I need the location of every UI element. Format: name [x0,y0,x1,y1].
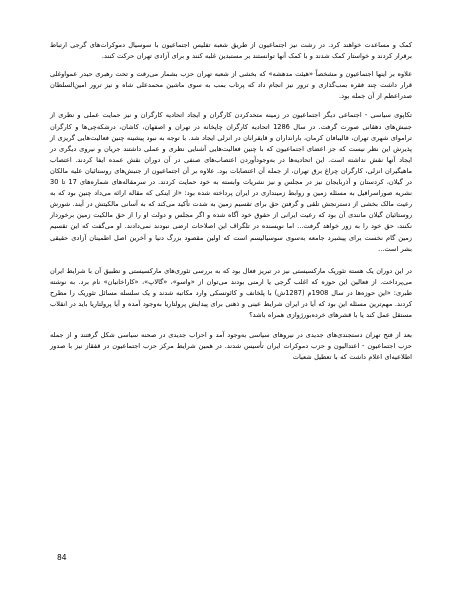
paragraph-3: تکاپوی سیاسی - اجتماعی دیگر اجتماعیون در زمینه متحدکردن کارگران و ایجاد اتحادیه کارگران و نیز حمایت عملی و نظری از جنبش‌های دهقانی صورت گرفت. در سال 1286 اتحادیه کارگران چاپخانه در تهران و اصفهان، کاشان، درشکه‌چی‌ها و کارگران تراموای شهری تهران، قالیبافان کرمان، بارانداران و قایقرانان در انزلی ایجاد شد. با توجه به نبود پیشینه چنین فعالیت‌هایی گریزی از پذیرش این نظر نیست که جز اعضای اجتماعیون که با چنین فعالیت‌هایی آشنایی نظری و عملی داشتند جریان و نیروی دیگری در ایجاد آنها نقش نداشته است. این اتحادیه‌ها در به‌وجودآوردن اعتصاب‌های صنفی در آن دوران نقش عمده ایفا کردند. اعتصاب ماهیگیران انزلی، کارگران چراغ برق تهران، از جمله آن اعتصابات بود. علاوه بر آن اجتماعیون از جنبش‌های روستائیان علیه مالکان در گیلان، کردستان و آذربایجان نیز در مجلس و نیز نشریات وابسته به خود حمایت کردند. در سرمقاله‌های شماره‌های 17 تا 30 نشریه صوراسرافیل به مسئله زمین و روابط زمینداری در ایران پرداخته شده بود: «از اینکی که مقاله ارائه می‌داد چنین بود که به رعیت مالک بخشی از دسترنجش تلقی و گرفتن حق برای تقسیم زمین به شدت تأکید می‌کند که به آسانی مالکیتش در آیند. شورش روستائیان گیلان مانندی آن بود که رعیت ایرانی از حقوق خود آگاه شده و اگر مجلس و دولت او را از حق مالکیت زمین برخوردار نکنند، حق خود را به زور خواهد گرفت... اما نویسنده در تلگراف این اصلاحات ارضی نبودند نمی‌دادند. او می‌گفت که این تقسیم زمین گام نخست برای پیشبرد جامعه به‌سوی سوسیالیسم است که اولین مقصود بزرگ دنیا و آخرین اصل اطمینان آزادی حقیقی بشر است... [50,111,412,253]
paragraph-5: بعد از فتح تهران دستجندی‌های جدیدی در نیروهای سیاسی به‌وجود آمد و احزاب جدیدی در صحنه سیاسی شکل گرفتند و از جمله حزب اجتماعیون - اعتدالیون و حزب دموکرات ایران تأسیس شدند. در همین شرایط مرکز حزب اجتماعیون در قفقاز نیز با صدور اطلاعیه‌ای اعلام داشت که با تعطیل شعبات [50,331,412,362]
page-number: 84 [57,553,67,562]
document-page [50,40,412,363]
paragraph-4: در این دوران یک هسته تئوریک مارکسیستی نیز در تبریز فعال بود که به بررسی تئوری‌های مارکسیستی و تطبیق آن با شرایط ایران می‌پرداخت. از فعالین این حوزه که اغلب گرجی یا ارمنی بودند می‌توان از «واسو»، «گالاپ»، «کاراخانیان» نام برد. به نوشته طبری: «این حوزه‌ها در سال 1908م (1287ش) با پلخانف و کائوتسکی وارد مکاتبه شدند و یک سلسله مسائل تئوریک را مطرح کردند. مهم‌ترین مسئله این بود که آیا در ایران شرایط عینی و ذهنی برای پیدایش پرولتاریا به‌وجود آمده و آیا پرولتاریا باید در انقلاب مستقل عمل کند یا با قشرهای خرده‌بورژوازی همراه باشد؟ [50,266,412,320]
paragraph-2: علاوه بر اینها اجتماعیون و مشخصاً «هیئت مدهشه» که بخشی از شعبه تهران حزب بشمار می‌رفت و تحت رهبری حیدر عمواوغلی قرار داشت چند فقره بمب‌گذاری و ترور نیز انجام داد که پرتاب بمب به سوی ماشین محمدعلی شاه و نیز ترور امین‌السلطان صدراعظم از آن جمله بود. [50,70,412,101]
paragraph-1: کمک و مساعدت خواهند کرد. در رشت نیز اجتماعیون از طریق شعبه تفلیس اجتماعیون با سوسیال دموکرات‌های گرجی ارتباط برقرار کردند و خواستار کمک شدند و با کمک آنها توانستند بر مستبدین غلبه کنند و برای آزادی تهران حرکت کنند. [50,41,412,61]
